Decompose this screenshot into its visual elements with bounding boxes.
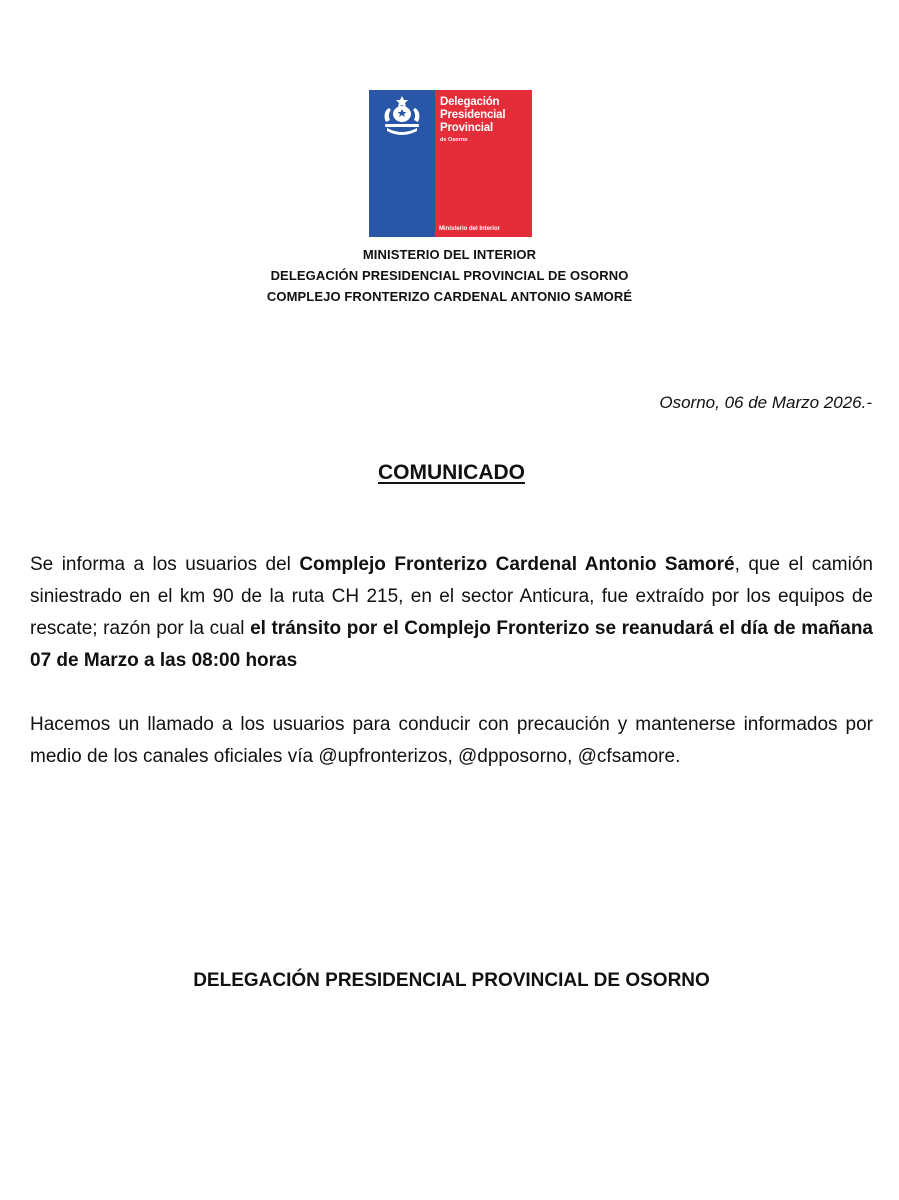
logo-text-small: de Osorno (440, 137, 468, 143)
p1-text-c: , que el camión siniestrado en el km 90 de la ruta CH 215, en el sector Anticura, fue extraído por los equipos de rescate; razón por la cual (30, 554, 873, 639)
signature-block: DELEGACIÓN PRESIDENCIAL PROVINCIAL DE OSORNO (193, 970, 710, 991)
header-complex: COMPLEJO FRONTERIZO CARDENAL ANTONIO SAMORÉ (266, 289, 633, 304)
p1-reopening-notice: el tránsito por el Complejo Fronterizo se reanudará el día de mañana 07 de Marzo a las 08:00 horas (30, 618, 873, 671)
delegacion-logo (369, 90, 532, 237)
p1-complex-name: Complejo Fronterizo Cardenal Antonio Samoré (299, 554, 735, 575)
coat-of-arms-icon (375, 94, 429, 138)
logo-text-line3: Provincial (440, 122, 493, 134)
body-paragraph-1 (30, 549, 873, 677)
header-delegation: DELEGACIÓN PRESIDENCIAL PROVINCIAL DE OSORNO (270, 268, 629, 283)
p1-text-a: Se informa a los usuarios del (30, 554, 300, 575)
header-ministry: MINISTERIO DEL INTERIOR (362, 247, 537, 262)
logo-text-line1: Delegación (440, 96, 500, 108)
body-paragraph-2: Hacemos un llamado a los usuarios para conducir con precaución y mantenerse informados por medio de los canales oficiales vía @upfronterizos, @dpposorno, @cfsamore. (30, 714, 873, 767)
logo-red-panel (435, 90, 532, 237)
logo-text-line2: Presidencial (440, 109, 506, 121)
logo-blue-panel (369, 90, 435, 237)
logo-ministry-text: Ministerio del Interior (439, 226, 501, 232)
document-date: Osorno, 06 de Marzo 2026.- (659, 393, 872, 412)
document-title: COMUNICADO (378, 461, 525, 484)
